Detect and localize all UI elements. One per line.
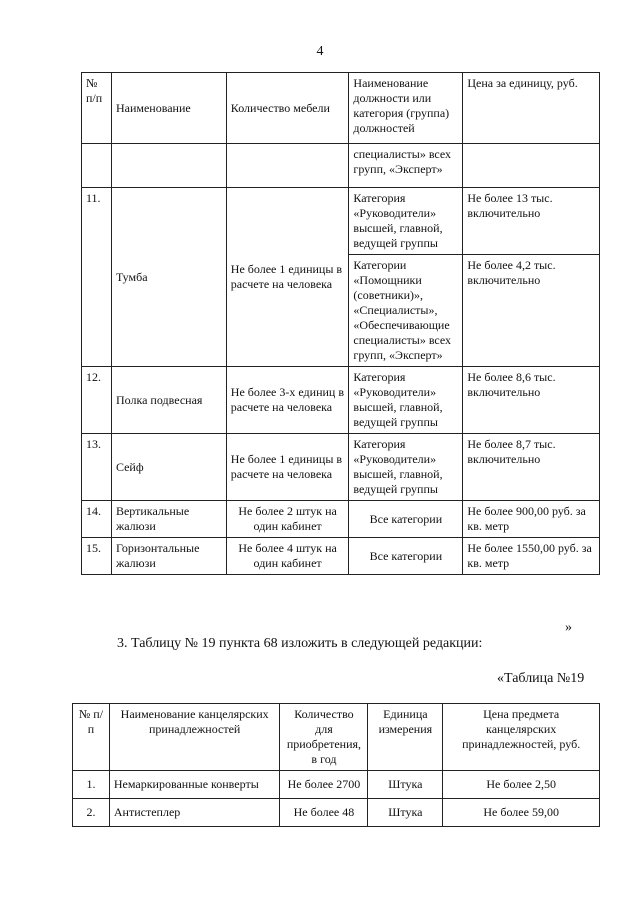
row-number: 14. (82, 501, 112, 538)
item-quantity: Не более 2700 (280, 771, 368, 799)
stationery-table (72, 703, 600, 827)
item-category: Все категории (349, 538, 463, 575)
row-number: 13. (82, 434, 112, 501)
item-quantity: Не более 1 единицы в расчете на человека (226, 434, 349, 501)
item-name: Вертикальные жалюзи (111, 501, 226, 538)
item-price: Не более 1550,00 руб. за кв. метр (463, 538, 600, 575)
item-unit: Штука (368, 799, 443, 827)
row-number: 12. (82, 367, 112, 434)
item-name: Антистеплер (109, 799, 280, 827)
page-number: 4 (316, 44, 324, 59)
item-quantity: Не более 48 (280, 799, 368, 827)
table-row (82, 188, 600, 255)
header-unit: Единица измерения (368, 704, 443, 771)
item-price: Не более 2,50 (443, 771, 600, 799)
item-price: Не более 8,6 тыс. включительно (463, 367, 600, 434)
item-quantity: Не более 3-х единиц в расчете на человека (226, 367, 349, 434)
header-name: Наименование (111, 73, 226, 144)
item-category: Категория «Руководители» высшей, главной, ведущей группы (349, 434, 463, 501)
row-number: 2. (73, 799, 110, 827)
header-position: Наименование должности или категория (группа) должностей (349, 73, 463, 144)
header-num: № п/п (82, 73, 112, 144)
amendment-paragraph: 3. Таблицу № 19 пункта 68 изложить в следующей редакции: (117, 636, 483, 651)
item-category: Категория «Руководители» высшей, главной, ведущей группы (349, 188, 463, 255)
header-price: Цена предмета канцелярских принадлежностей, руб. (443, 704, 600, 771)
item-price: Не более 900,00 руб. за кв. метр (463, 501, 600, 538)
item-price: Не более 13 тыс. включительно (463, 188, 600, 255)
item-price: Не более 59,00 (443, 799, 600, 827)
header-num: № п/п (73, 704, 110, 771)
header-quantity: Количество для приобретения, в год (280, 704, 368, 771)
closing-quote: » (565, 620, 572, 635)
row-number: 15. (82, 538, 112, 575)
row-number: 1. (73, 771, 110, 799)
item-unit: Штука (368, 771, 443, 799)
item-price: Не более 4,2 тыс. включительно (463, 255, 600, 367)
table-row (73, 799, 600, 827)
item-category: Все категории (349, 501, 463, 538)
item-category: Категории «Помощники (советники)», «Специалисты», «Обеспечивающие специалисты» всех групп, «Эксперт» (349, 255, 463, 367)
item-quantity: Не более 4 штук на один кабинет (226, 538, 349, 575)
table-row (82, 144, 600, 188)
table-row (82, 538, 600, 575)
item-price: Не более 8,7 тыс. включительно (463, 434, 600, 501)
table-cell: специалисты» всех групп, «Эксперт» (349, 144, 463, 188)
item-name: Тумба (111, 188, 226, 367)
table-row (73, 771, 600, 799)
item-name: Полка подвесная (111, 367, 226, 434)
table-row (82, 501, 600, 538)
item-name: Немаркированные конверты (109, 771, 280, 799)
header-quantity: Количество мебели (226, 73, 349, 144)
furniture-table (81, 72, 600, 575)
item-name: Сейф (111, 434, 226, 501)
table-row (82, 367, 600, 434)
header-price: Цена за единицу, руб. (463, 73, 600, 144)
table-row (82, 434, 600, 501)
table-header-row (73, 704, 600, 771)
row-number: 11. (82, 188, 112, 367)
table-header-row (82, 73, 600, 144)
table-label: «Таблица №19 (497, 671, 585, 686)
item-quantity: Не более 2 штук на один кабинет (226, 501, 349, 538)
item-quantity: Не более 1 единицы в расчете на человека (226, 188, 349, 367)
item-category: Категория «Руководители» высшей, главной, ведущей группы (349, 367, 463, 434)
header-name: Наименование канцелярских принадлежностей (109, 704, 280, 771)
item-name: Горизонтальные жалюзи (111, 538, 226, 575)
